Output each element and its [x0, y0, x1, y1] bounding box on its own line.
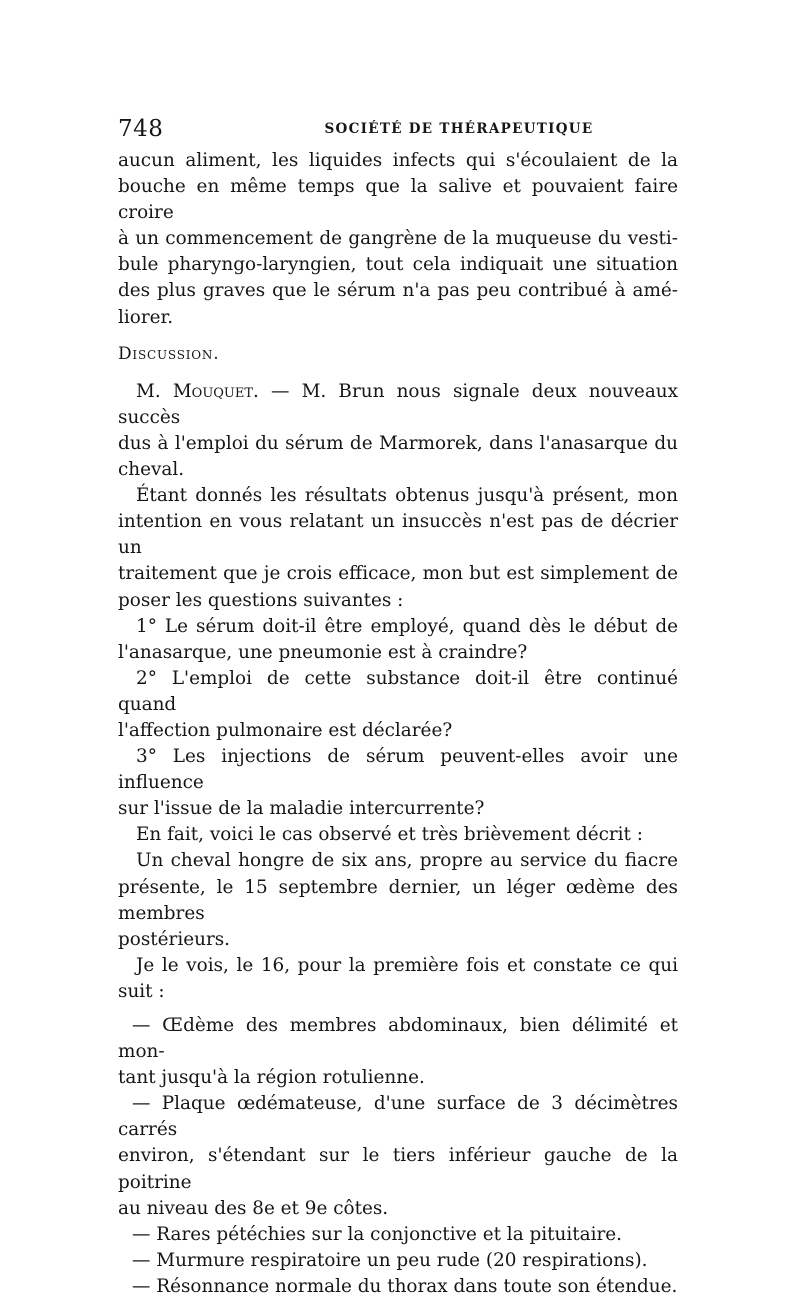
text-line: Je le vois, le 16, pour la première fois et constate ce qui	[136, 954, 678, 976]
text-line: l'affection pulmonaire est déclarée?	[118, 719, 453, 741]
text-line: 1° Le sérum doit-il être employé, quand dès le début de	[136, 615, 678, 637]
text-line: — Plaque œdémateuse, d'une surface de 3 décimètres carrés	[118, 1093, 678, 1141]
text-line: 2° L'emploi de cette substance doit-il être continué quand	[118, 667, 678, 715]
text-line: à un commencement de gangrène de la muqueuse du vesti-	[118, 228, 678, 250]
text-line: bouche en même temps que la salive et pouvaient faire croire	[118, 176, 678, 224]
text-line: des plus graves que le sérum n'a pas peu contribué à amé-	[118, 280, 678, 302]
text-line: liorer.	[118, 306, 174, 328]
text-line: environ, s'étendant sur le tiers inférieur gauche de la poitrine	[118, 1145, 678, 1193]
text-line: Un cheval hongre de six ans, propre au service du fiacre	[136, 850, 678, 872]
text-line: 3° Les injections de sérum peuvent-elles avoir une influence	[118, 746, 678, 794]
text-line: tant jusqu'à la région rotulienne.	[118, 1067, 425, 1089]
spacer	[118, 1005, 678, 1013]
text-line: sur l'issue de la maladie intercurrente?	[118, 798, 485, 820]
section-heading: Discussion.	[118, 343, 220, 364]
speaker-name: M. Mouquet.	[136, 380, 259, 402]
text-line	[118, 379, 678, 431]
text-line: — Murmure respiratoire un peu rude (20 respirations).	[132, 1249, 648, 1271]
text-line: bule pharyngo-laryngien, tout cela indiquait une situation	[118, 254, 678, 276]
text-line: postérieurs.	[118, 928, 231, 950]
text-line: intention en vous relatant un insuccès n'est pas de décrier un	[118, 511, 678, 559]
text-line: suit :	[118, 980, 165, 1002]
text-line: — Résonnance normale du thorax dans toute son étendue.	[132, 1275, 678, 1297]
text-line: En fait, voici le cas observé et très brièvement décrit :	[136, 824, 643, 846]
text-line: aucun aliment, les liquides infects qui s'écoulaient de la	[118, 150, 678, 171]
text-line: dus à l'emploi du sérum de Marmorek, dans l'anasarque du	[118, 432, 678, 454]
text-line: Étant donnés les résultats obtenus jusqu'à présent, mon	[136, 485, 678, 507]
text-line: poser les questions suivantes :	[118, 589, 404, 611]
text-line: — Rares pétéchies sur la conjonctive et la pituitaire.	[132, 1223, 623, 1245]
text-line: — Œdème des membres abdominaux, bien délimité et mon-	[118, 1015, 678, 1063]
page-header	[118, 112, 678, 146]
text-line: présente, le 15 septembre dernier, un léger œdème des membres	[118, 876, 678, 924]
running-title: SOCIÉTÉ DE THÉRAPEUTIQUE	[324, 121, 594, 137]
text-line: cheval.	[118, 459, 185, 481]
text-line: traitement que je crois efficace, mon but est simplement de	[118, 563, 678, 585]
body-text	[118, 148, 678, 1300]
page-number: 748	[118, 116, 164, 142]
text-line: au niveau des 8e et 9e côtes.	[118, 1197, 389, 1219]
text-line: l'anasarque, une pneumonie est à craindre?	[118, 641, 528, 663]
speaker-text: — M. Brun nous signale deux nouveaux succès	[118, 380, 679, 428]
